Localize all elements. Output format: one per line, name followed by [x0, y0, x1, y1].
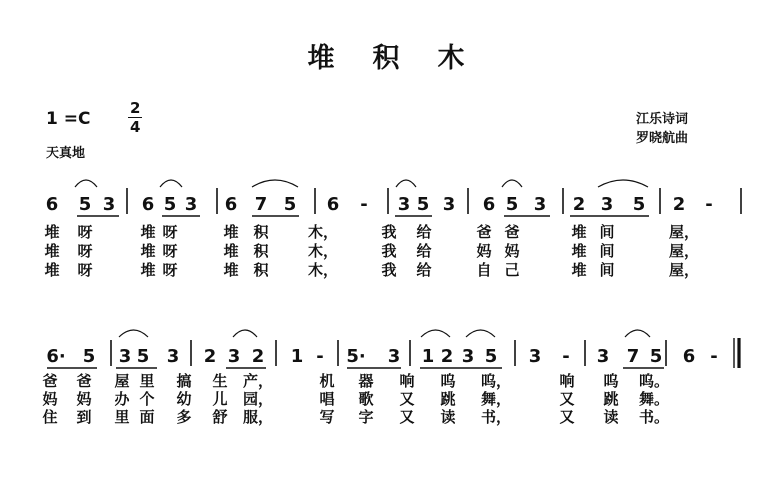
- lyric: 到: [76, 408, 92, 426]
- lyric: 住: [42, 408, 58, 426]
- lyric: 呜: [603, 372, 619, 390]
- note: 6: [141, 194, 155, 215]
- lyric: 屋: [114, 372, 130, 390]
- lyric: 木，: [307, 261, 339, 279]
- lyric: 歌: [358, 390, 374, 408]
- lyric: 服，: [242, 408, 274, 426]
- lyric: 生: [212, 372, 228, 390]
- note: 5: [649, 346, 663, 367]
- note: -: [360, 194, 368, 215]
- lyric: 爸: [76, 372, 92, 390]
- slur: [466, 330, 495, 337]
- note: 5: [283, 194, 297, 215]
- lyric: 堆: [44, 223, 60, 241]
- expression-mark: 天真地: [46, 146, 86, 161]
- lyric: 积: [253, 242, 269, 260]
- lyric: 书，: [480, 408, 512, 426]
- lyric: 里: [139, 372, 155, 390]
- note: 5: [416, 194, 430, 215]
- note: 7: [626, 346, 640, 367]
- lyric: 堆: [223, 242, 239, 260]
- slur: [233, 330, 257, 337]
- lyric: 舞，: [480, 390, 512, 408]
- note: 2: [440, 346, 454, 367]
- note: 2: [572, 194, 586, 215]
- slur: [421, 330, 450, 337]
- lyric: 又: [399, 408, 415, 426]
- note: 6: [45, 194, 59, 215]
- lyric: 堆: [223, 223, 239, 241]
- slur: [75, 180, 97, 187]
- note: 3: [118, 346, 132, 367]
- lyric: 又: [559, 408, 575, 426]
- key-signature: 1 =C: [46, 109, 91, 129]
- lyric: 又: [559, 390, 575, 408]
- slur: [625, 330, 650, 337]
- note: 3: [596, 346, 610, 367]
- note: 1: [421, 346, 435, 367]
- lyric: 搞: [176, 372, 192, 390]
- note: 3: [387, 346, 401, 367]
- lyric: 堆: [44, 242, 60, 260]
- note: 6: [224, 194, 238, 215]
- lyric: 呜，: [480, 372, 512, 390]
- lyric: 书。: [638, 408, 670, 426]
- slur: [252, 180, 298, 187]
- lyric: 又: [399, 390, 415, 408]
- lyric: 堆: [571, 242, 587, 260]
- lyric: 爸: [42, 372, 58, 390]
- note: 3: [184, 194, 198, 215]
- lyric: 屋，: [668, 223, 700, 241]
- note: 3: [600, 194, 614, 215]
- lyric: 木，: [307, 242, 339, 260]
- note: 1: [290, 346, 304, 367]
- note: 3: [442, 194, 456, 215]
- lyric: 堆: [140, 223, 156, 241]
- lyric: 个: [139, 390, 155, 408]
- lyric: 读: [440, 408, 456, 426]
- lyric: 屋，: [668, 242, 700, 260]
- meter-bottom: 4: [130, 118, 141, 136]
- note: 3: [528, 346, 542, 367]
- lyric: 妈: [76, 390, 92, 408]
- lyric: 字: [358, 408, 374, 426]
- lyric: 间: [599, 261, 615, 279]
- lyric: 呜。: [638, 372, 670, 390]
- lyric: 堆: [223, 261, 239, 279]
- note: 2: [251, 346, 265, 367]
- note: 2: [672, 194, 686, 215]
- lyric: 器: [358, 372, 374, 390]
- lyric: 妈: [504, 242, 520, 260]
- composer-credit: 罗晓航曲: [636, 131, 689, 146]
- lyric: 爸: [476, 223, 492, 241]
- lyric: 响: [559, 372, 575, 390]
- note: 5: [78, 194, 92, 215]
- note: 7: [254, 194, 268, 215]
- lyric: 堆: [44, 261, 60, 279]
- lyric: 呀: [77, 261, 93, 279]
- note: 3: [461, 346, 475, 367]
- lyric: 园，: [242, 390, 274, 408]
- lyric: 我: [381, 261, 397, 279]
- lyric: 给: [416, 223, 432, 241]
- lyric: 呀: [162, 223, 178, 241]
- lyric: 里: [114, 408, 130, 426]
- lyric: 读: [603, 408, 619, 426]
- note: 3: [227, 346, 241, 367]
- lyric: 舞。: [638, 390, 670, 408]
- lyric: 给: [416, 242, 432, 260]
- slur: [598, 180, 648, 187]
- lyric: 产，: [242, 372, 274, 390]
- slur: [119, 330, 148, 337]
- lyric: 呀: [77, 242, 93, 260]
- note: 6: [326, 194, 340, 215]
- note: 5: [82, 346, 96, 367]
- lyric: 机: [319, 372, 335, 390]
- lyric: 舒: [212, 408, 228, 426]
- note: -: [562, 346, 570, 367]
- note: 5: [163, 194, 177, 215]
- lyric: 堆: [571, 223, 587, 241]
- lyric: 屋，: [668, 261, 700, 279]
- note: 3: [166, 346, 180, 367]
- lyric: 爸: [504, 223, 520, 241]
- lyric: 唱: [319, 390, 335, 408]
- lyric: 间: [599, 223, 615, 241]
- lyric: 面: [139, 408, 155, 426]
- lyric: 多: [176, 408, 192, 426]
- lyric: 妈: [42, 390, 58, 408]
- lyric: 间: [599, 242, 615, 260]
- note: 3: [102, 194, 116, 215]
- slur: [160, 180, 182, 187]
- lyric: 积: [253, 261, 269, 279]
- note: 2: [203, 346, 217, 367]
- note: 3: [533, 194, 547, 215]
- note: 6: [482, 194, 496, 215]
- lyric: 呀: [162, 242, 178, 260]
- note: 3: [397, 194, 411, 215]
- lyric: 跳: [440, 390, 456, 408]
- note: 6·: [46, 346, 66, 367]
- lyric: 堆: [140, 242, 156, 260]
- lyric: 堆: [140, 261, 156, 279]
- note: 5: [632, 194, 646, 215]
- note: 6: [682, 346, 696, 367]
- note: 5: [136, 346, 150, 367]
- lyric: 儿: [212, 390, 228, 408]
- lyric: 妈: [476, 242, 492, 260]
- meter-top: 2: [130, 99, 141, 117]
- lyric: 给: [416, 261, 432, 279]
- lyric: 呀: [77, 223, 93, 241]
- lyric: 跳: [603, 390, 619, 408]
- lyric: 写: [319, 408, 335, 426]
- lyric: 办: [114, 390, 130, 408]
- slur: [396, 180, 416, 187]
- lyric: 己: [504, 261, 520, 279]
- slur: [502, 180, 522, 187]
- lyric: 我: [381, 223, 397, 241]
- note: 5·: [346, 346, 366, 367]
- lyric: 呀: [162, 261, 178, 279]
- lyricist-credit: 江乐诗词: [636, 112, 689, 127]
- note: 5: [505, 194, 519, 215]
- note: 5: [484, 346, 498, 367]
- song-title: 堆积木: [307, 43, 503, 74]
- note: -: [316, 346, 324, 367]
- note: -: [710, 346, 718, 367]
- lyric: 堆: [571, 261, 587, 279]
- lyric: 自: [476, 261, 492, 279]
- note: -: [705, 194, 713, 215]
- lyric: 呜: [440, 372, 456, 390]
- lyric: 幼: [176, 390, 192, 408]
- lyric: 响: [399, 372, 415, 390]
- lyric: 积: [253, 223, 269, 241]
- lyric: 我: [381, 242, 397, 260]
- lyric: 木，: [307, 223, 339, 241]
